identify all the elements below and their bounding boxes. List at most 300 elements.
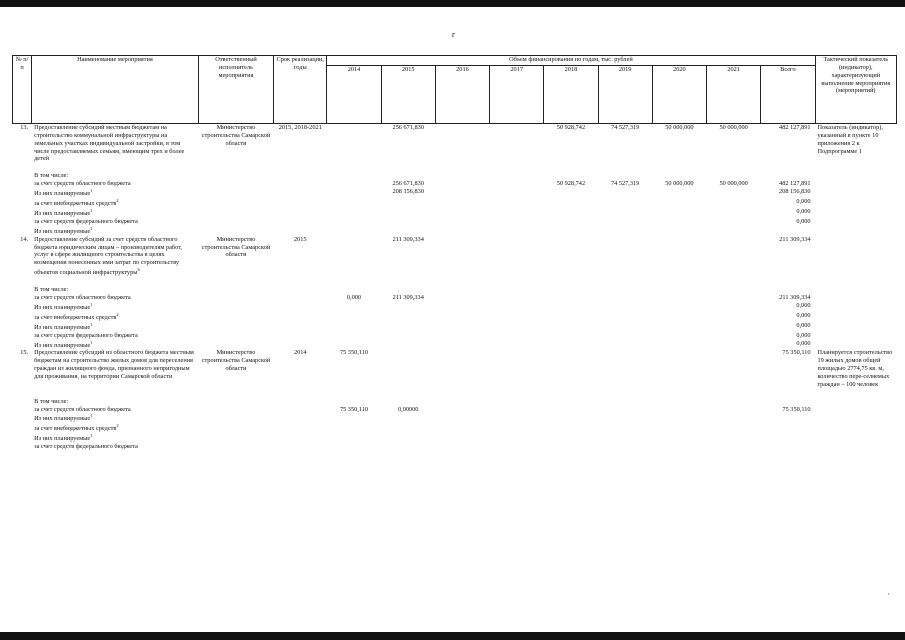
row-number-cell: [13, 413, 32, 423]
year-value-cell: 75 350,110: [327, 349, 381, 388]
row-name-text: за счет средств областного бюджета: [34, 405, 131, 413]
year-value-cell: [598, 312, 652, 322]
year-value-cell: [544, 208, 598, 218]
total-cell: 0,000: [761, 312, 815, 322]
spacer-cell: [13, 277, 32, 286]
year-value-cell: [598, 443, 652, 451]
term-cell: [274, 423, 327, 433]
year-header: 2019: [598, 66, 652, 124]
year-value-cell: 75 350,110: [327, 406, 381, 414]
year-value-cell: [544, 423, 598, 433]
spacer-cell: [381, 277, 435, 286]
spacer-cell: [544, 163, 598, 172]
spacer-cell: [652, 277, 706, 286]
table-row-source: [13, 172, 897, 180]
spacer-cell: [435, 277, 489, 286]
year-value-cell: [707, 443, 761, 451]
year-value-cell: 50 000,000: [707, 180, 761, 188]
executor-cell: [198, 286, 273, 294]
year-value-cell: [435, 398, 489, 406]
spacer-cell: [435, 389, 489, 398]
year-value-cell: [490, 286, 544, 294]
spacer-cell: [327, 389, 381, 398]
spacer-cell: [598, 163, 652, 172]
year-value-cell: [490, 312, 544, 322]
year-value-cell: [435, 349, 489, 388]
term-cell: [274, 172, 327, 180]
total-cell: 211 309,334: [761, 236, 815, 277]
year-value-cell: [381, 443, 435, 451]
footnote-mark: 1: [90, 433, 93, 439]
year-value-cell: [327, 423, 381, 433]
indicator-cell: [815, 398, 896, 406]
year-value-cell: [381, 198, 435, 208]
year-value-cell: [327, 198, 381, 208]
indicator-cell: [815, 172, 896, 180]
year-value-cell: [381, 398, 435, 406]
year-header: Всего: [761, 66, 815, 124]
term-cell: [274, 340, 327, 350]
term-cell: [274, 302, 327, 312]
year-value-cell: 211 309,334: [381, 294, 435, 302]
year-value-cell: [652, 208, 706, 218]
year-value-cell: [598, 398, 652, 406]
spacer-cell: [13, 163, 32, 172]
year-value-cell: [598, 188, 652, 198]
year-value-cell: 256 671,830: [381, 124, 435, 164]
executor-cell: [198, 180, 273, 188]
year-value-cell: [435, 124, 489, 164]
col-term-header: Срок реализации, годы: [274, 56, 327, 124]
row-name-text: за счет внебюджетных средств: [34, 425, 117, 433]
year-value-cell: [490, 218, 544, 226]
spacer-cell: [544, 389, 598, 398]
year-value-cell: [652, 294, 706, 302]
year-value-cell: 50 000,000: [652, 124, 706, 164]
year-value-cell: [652, 340, 706, 350]
total-cell: [761, 172, 815, 180]
year-value-cell: [381, 312, 435, 322]
year-value-cell: [435, 208, 489, 218]
table-row-source: [13, 218, 897, 226]
row-name-text: Из них планируемые: [34, 303, 91, 311]
spacer-cell: [198, 389, 273, 398]
year-value-cell: [707, 208, 761, 218]
year-value-cell: [490, 302, 544, 312]
year-value-cell: [707, 198, 761, 208]
year-value-cell: [490, 208, 544, 218]
row-number-cell: [13, 180, 32, 188]
row-spacer: [13, 163, 897, 172]
row-spacer: [13, 277, 897, 286]
year-value-cell: [381, 423, 435, 433]
row-number-cell: [13, 188, 32, 198]
term-cell: [274, 312, 327, 322]
spacer-cell: [327, 277, 381, 286]
footnote-mark: 6: [137, 267, 140, 273]
year-value-cell: [490, 433, 544, 443]
spacer-cell: [761, 389, 815, 398]
spacer-cell: [32, 389, 199, 398]
financing-table: [12, 55, 897, 451]
row-name-cell: [32, 172, 199, 180]
term-cell: [274, 398, 327, 406]
indicator-cell: [815, 286, 896, 294]
table-row-source: [13, 286, 897, 294]
year-value-cell: [435, 433, 489, 443]
year-value-cell: [327, 236, 381, 277]
executor-cell: [198, 226, 273, 236]
spacer-cell: [598, 389, 652, 398]
total-cell: 0,000: [761, 218, 815, 226]
year-value-cell: [435, 226, 489, 236]
year-value-cell: [435, 236, 489, 277]
row-number-cell: [13, 443, 32, 451]
row-name-text: Предоставление субсидий местным бюджетам на строительство коммунальной инфраструктуры на земельных участках индивидуальной застройки, в том числе предоставляемых семьям, имеющим трех и более детей: [34, 124, 185, 163]
total-cell: [761, 433, 815, 443]
spacer-cell: [274, 277, 327, 286]
row-name-cell: [32, 312, 199, 322]
executor-cell: [198, 312, 273, 322]
executor-cell: [198, 398, 273, 406]
year-value-cell: [652, 172, 706, 180]
year-value-cell: [435, 312, 489, 322]
executor-cell: [198, 218, 273, 226]
table-row-source: [13, 322, 897, 332]
year-value-cell: [652, 423, 706, 433]
year-value-cell: 50 928,742: [544, 180, 598, 188]
year-value-cell: [707, 294, 761, 302]
year-value-cell: [381, 322, 435, 332]
footnote-mark: 1: [90, 225, 93, 231]
year-value-cell: [327, 124, 381, 164]
year-value-cell: [327, 322, 381, 332]
year-value-cell: [707, 236, 761, 277]
total-cell: 482 127,891: [761, 124, 815, 164]
year-value-cell: [327, 332, 381, 340]
year-value-cell: [707, 188, 761, 198]
year-value-cell: 50 000,000: [652, 180, 706, 188]
row-name-cell: [32, 443, 199, 451]
row-name-cell: [32, 433, 199, 443]
year-value-cell: [327, 312, 381, 322]
table-row-source: [13, 294, 897, 302]
year-value-cell: [490, 406, 544, 414]
row-name-text: Из них планируемые: [34, 341, 91, 349]
year-value-cell: [544, 322, 598, 332]
executor-cell: [198, 332, 273, 340]
row-name-text: Из них планируемые: [34, 210, 91, 218]
footnote-mark: 1: [90, 321, 93, 327]
year-value-cell: [381, 172, 435, 180]
year-header: 2015: [381, 66, 435, 124]
row-name-text: В том числе:: [34, 286, 69, 294]
row-name-text: за счет средств федерального бюджета: [34, 331, 138, 339]
term-cell: 2015, 2018-2021: [274, 124, 327, 164]
row-name-cell: [32, 413, 199, 423]
term-cell: [274, 208, 327, 218]
row-name-cell: [32, 423, 199, 433]
year-value-cell: 74 527,319: [598, 180, 652, 188]
year-value-cell: [652, 312, 706, 322]
col-no-header: № п/п: [13, 56, 32, 124]
footnote-mark: 2: [116, 311, 119, 317]
spacer-cell: [32, 163, 199, 172]
table-row-source: [13, 226, 897, 236]
indicator-cell: [815, 218, 896, 226]
year-value-cell: [381, 226, 435, 236]
year-value-cell: [327, 413, 381, 423]
term-cell: [274, 322, 327, 332]
row-name-text: Предоставление субсидий из областного бюджета местным бюджетам на строительство жилых домов для переселения граждан из жилищного фонда, признанного непригодным для проживания, на территории Самарской области: [34, 349, 194, 381]
year-value-cell: [707, 398, 761, 406]
row-number-cell: [13, 398, 32, 406]
year-value-cell: [707, 226, 761, 236]
spacer-cell: [198, 277, 273, 286]
indicator-cell: [815, 198, 896, 208]
table-row-source: [13, 198, 897, 208]
year-value-cell: [381, 349, 435, 388]
row-number-cell: 14.: [13, 236, 32, 277]
term-cell: 2015: [274, 236, 327, 277]
executor-cell: [198, 340, 273, 350]
row-name-text: В том числе:: [34, 172, 69, 180]
table-row-source: [13, 340, 897, 350]
executor-cell: Министерство строительства Самарской области: [198, 236, 273, 277]
year-value-cell: [435, 172, 489, 180]
table-header: [13, 56, 897, 124]
year-value-cell: [381, 433, 435, 443]
year-value-cell: [707, 406, 761, 414]
bottom-border: [0, 632, 905, 640]
year-value-cell: [598, 172, 652, 180]
col-exec-header: Ответственный исполнитель мероприятия: [198, 56, 273, 124]
row-name-text: Из них планируемые: [34, 227, 91, 235]
year-header: 2018: [544, 66, 598, 124]
year-value-cell: [435, 294, 489, 302]
executor-cell: [198, 188, 273, 198]
year-value-cell: [490, 188, 544, 198]
executor-cell: [198, 443, 273, 451]
row-name-cell: [32, 180, 199, 188]
total-cell: [761, 398, 815, 406]
year-value-cell: [598, 332, 652, 340]
year-value-cell: [652, 332, 706, 340]
year-value-cell: [652, 322, 706, 332]
year-value-cell: [490, 198, 544, 208]
spacer-cell: [761, 277, 815, 286]
indicator-cell: [815, 188, 896, 198]
year-value-cell: [544, 349, 598, 388]
row-name-text: за счет средств федерального бюджета: [34, 217, 138, 225]
row-number-cell: [13, 218, 32, 226]
year-value-cell: [381, 218, 435, 226]
year-value-cell: [707, 322, 761, 332]
year-value-cell: [490, 294, 544, 302]
indicator-cell: [815, 443, 896, 451]
total-cell: [761, 226, 815, 236]
row-name-cell: [32, 124, 199, 164]
year-value-cell: [544, 413, 598, 423]
year-value-cell: [435, 180, 489, 188]
executor-cell: [198, 406, 273, 414]
year-value-cell: [381, 302, 435, 312]
indicator-cell: [815, 413, 896, 423]
year-value-cell: [435, 443, 489, 451]
row-name-text: В том числе:: [34, 397, 69, 405]
year-header: 2014: [327, 66, 381, 124]
table-row-source: [13, 423, 897, 433]
table-row-source: [13, 443, 897, 451]
year-value-cell: [544, 188, 598, 198]
year-value-cell: [652, 188, 706, 198]
row-name-cell: [32, 198, 199, 208]
year-value-cell: [652, 286, 706, 294]
year-value-cell: [327, 208, 381, 218]
table-row-source: [13, 312, 897, 322]
spacer-cell: [490, 277, 544, 286]
footnote-mark: 1: [90, 301, 93, 307]
year-value-cell: [490, 443, 544, 451]
year-value-cell: [707, 302, 761, 312]
term-cell: [274, 226, 327, 236]
indicator-cell: [815, 208, 896, 218]
year-value-cell: [598, 208, 652, 218]
row-name-text: за счет внебюджетных средств: [34, 313, 117, 321]
year-value-cell: [707, 218, 761, 226]
year-value-cell: [490, 180, 544, 188]
total-cell: 0,000: [761, 208, 815, 218]
table-row-source: [13, 302, 897, 312]
term-cell: [274, 188, 327, 198]
executor-cell: [198, 302, 273, 312]
table-row-measure: [13, 236, 897, 277]
row-name-text: Из них планируемые: [34, 190, 91, 198]
year-value-cell: [490, 226, 544, 236]
spacer-cell: [32, 277, 199, 286]
table-row-measure: [13, 124, 897, 164]
year-value-cell: [327, 433, 381, 443]
col-indicator-header: Тактический показатель (индикатор), характеризующий выполнение мероприятия (мероприятий): [815, 56, 896, 124]
year-value-cell: [544, 198, 598, 208]
year-value-cell: [381, 413, 435, 423]
col-name-header: Наименование мероприятия: [32, 56, 199, 124]
year-value-cell: [490, 413, 544, 423]
spacer-cell: [274, 389, 327, 398]
page-mark: г: [452, 30, 456, 39]
table-row-source: [13, 433, 897, 443]
spacer-cell: [381, 163, 435, 172]
row-number-cell: [13, 322, 32, 332]
term-cell: [274, 443, 327, 451]
term-cell: [274, 294, 327, 302]
top-border: [0, 0, 905, 7]
spacer-cell: [815, 163, 896, 172]
year-value-cell: [327, 286, 381, 294]
year-value-cell: [598, 423, 652, 433]
year-value-cell: [652, 443, 706, 451]
row-name-text: Предоставление субсидий за счет средств областного бюджета юридическим лицам – производителям работ, услуг в сфере жилищного строительства в целях возмещения понесенных ими затрат по строительству объектов социальной инфраструктуры: [34, 235, 182, 277]
year-value-cell: 50 928,742: [544, 124, 598, 164]
page-mark-bottom: ·: [887, 590, 890, 599]
year-value-cell: [490, 236, 544, 277]
spacer-cell: [815, 389, 896, 398]
row-number-cell: [13, 423, 32, 433]
year-value-cell: [490, 349, 544, 388]
table-row-source: [13, 406, 897, 414]
year-value-cell: [652, 226, 706, 236]
year-value-cell: [598, 413, 652, 423]
executor-cell: [198, 172, 273, 180]
year-value-cell: 50 000,000: [707, 124, 761, 164]
executor-cell: [198, 413, 273, 423]
year-value-cell: [544, 294, 598, 302]
spacer-cell: [490, 163, 544, 172]
year-value-cell: [435, 406, 489, 414]
spacer-cell: [707, 277, 761, 286]
year-value-cell: 256 671,830: [381, 180, 435, 188]
year-value-cell: [435, 340, 489, 350]
total-cell: [761, 286, 815, 294]
term-cell: [274, 180, 327, 188]
row-name-text: Из них планируемые: [34, 415, 91, 423]
row-name-cell: [32, 340, 199, 350]
row-name-cell: [32, 294, 199, 302]
year-value-cell: [598, 340, 652, 350]
total-cell: [761, 413, 815, 423]
footnote-mark: 1: [90, 188, 93, 194]
year-value-cell: [544, 226, 598, 236]
row-name-text: за счет средств федерального бюджета: [34, 443, 138, 451]
row-name-cell: [32, 236, 199, 277]
year-value-cell: [327, 340, 381, 350]
executor-cell: [198, 208, 273, 218]
spacer-cell: [490, 389, 544, 398]
table-row-source: [13, 398, 897, 406]
total-cell: [761, 443, 815, 451]
total-cell: [761, 423, 815, 433]
term-cell: [274, 406, 327, 414]
spacer-cell: [13, 389, 32, 398]
indicator-cell: [815, 312, 896, 322]
spacer-cell: [707, 163, 761, 172]
spacer-cell: [435, 163, 489, 172]
year-value-cell: [544, 433, 598, 443]
total-cell: 482 127,891: [761, 180, 815, 188]
row-number-cell: [13, 172, 32, 180]
year-header: 2020: [652, 66, 706, 124]
row-number-cell: [13, 226, 32, 236]
row-number-cell: [13, 302, 32, 312]
year-value-cell: [707, 413, 761, 423]
row-name-cell: [32, 398, 199, 406]
footnote-mark: 1: [90, 413, 93, 419]
row-name-text: Из них планируемые: [34, 323, 91, 331]
indicator-cell: [815, 423, 896, 433]
row-spacer: [13, 389, 897, 398]
row-number-cell: [13, 332, 32, 340]
year-value-cell: [652, 433, 706, 443]
row-name-cell: [32, 218, 199, 226]
total-cell: 0,000: [761, 322, 815, 332]
year-value-cell: [652, 349, 706, 388]
year-value-cell: [598, 226, 652, 236]
indicator-cell: [815, 406, 896, 414]
row-name-cell: [32, 208, 199, 218]
executor-cell: [198, 198, 273, 208]
indicator-cell: [815, 226, 896, 236]
table-row-measure: [13, 349, 897, 388]
